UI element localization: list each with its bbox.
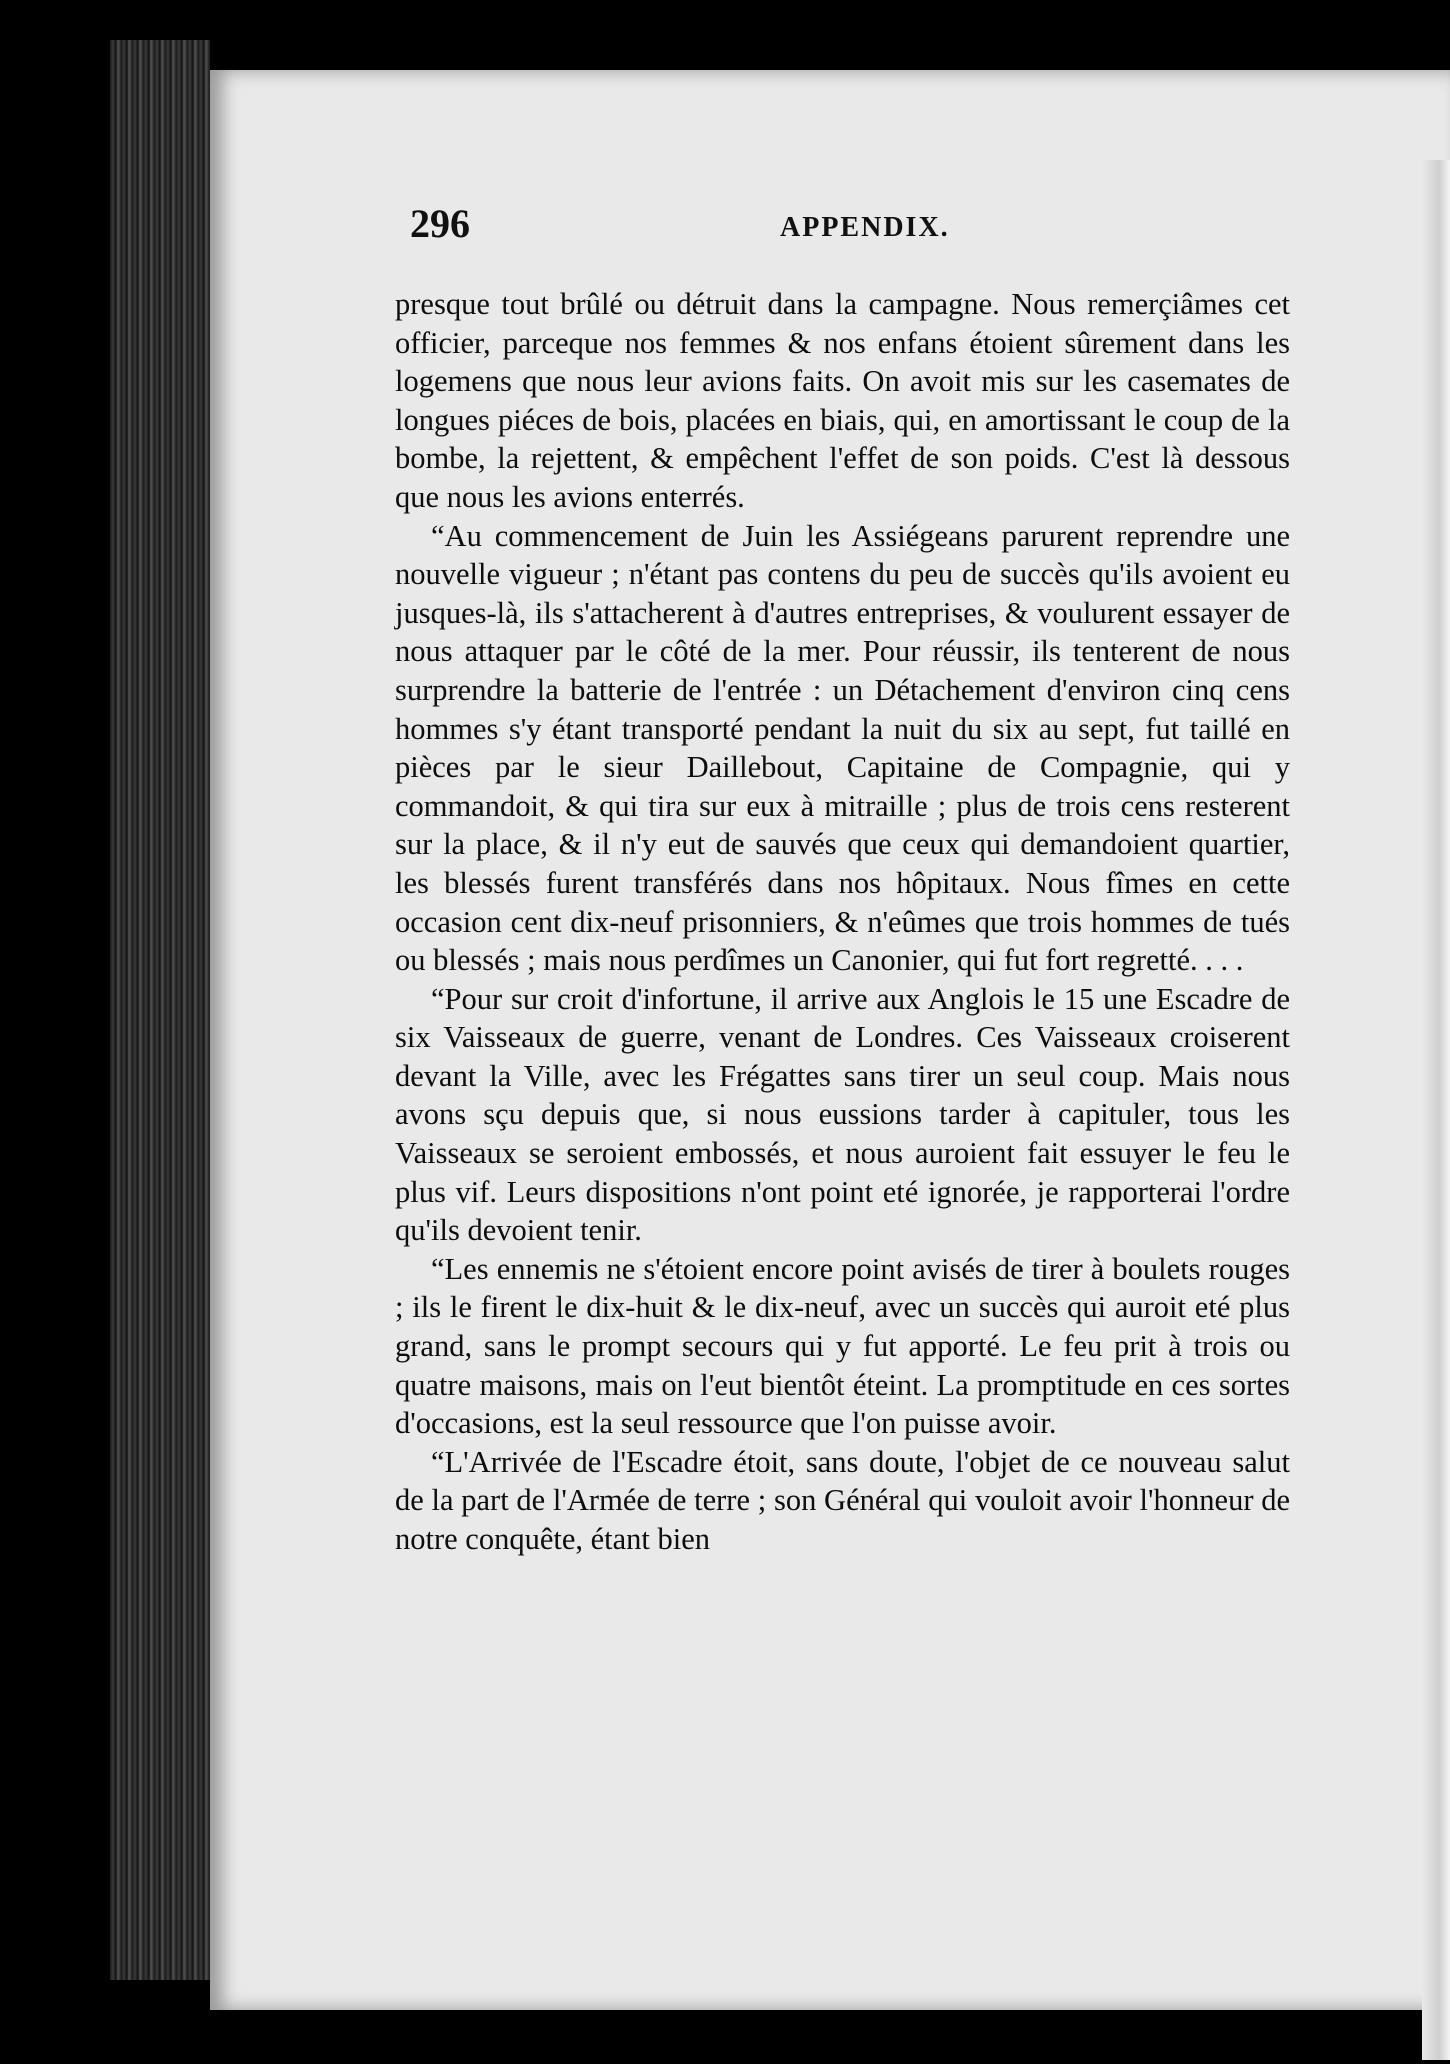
paragraph-5: “L'Arrivée de l'Escadre étoit, sans doute, l'objet de ce nouveau salut de la part de l'Armée de terre ; son Général qui vouloit avoir l'honneur de notre conquête, étant bien bbox=[395, 1444, 1290, 1556]
running-head: APPENDIX. bbox=[780, 212, 950, 243]
paragraph-4: “Les ennemis ne s'étoient encore point avisés de tirer à boulets rouges ; ils le firent le dix-huit & le dix-neuf, avec un succès qui auroit eté plus grand, sans le prompt secours qui y fut apporté. Le feu prit à trois ou quatre maisons, mais on l'eut bientôt éteint. La promptitude en ces sortes d'occasions, est la seul ressource que l'on puisse avoir. bbox=[395, 1251, 1290, 1441]
paragraph-3: “Pour sur croit d'infortune, il arrive aux Anglois le 15 une Escadre de six Vaisseaux de guerre, venant de Londres. Ces Vaisseaux croiserent devant la Ville, avec les Frégattes sans tirer un seul coup. Mais nous avons sçu depuis que, si nous eussions tarder à capituler, tous les Vaisseaux se seroient embossés, et nous auroient fait essuyer le feu le plus vif. Leurs dispositions n'ont point eté ignorée, je rapporterai l'ordre qu'ils devoient tenir. bbox=[395, 981, 1290, 1248]
paragraph-2: “Au commencement de Juin les Assiégeans parurent reprendre une nouvelle vigueur ; n'étant pas contens du peu de succès qu'ils avoient eu jusques-là, ils s'attacherent à d'autres entreprises, & voulurent essayer de nous attaquer par le côté de la mer. Pour réussir, ils tenterent de nous surprendre la batterie de l'entrée : un Détachement d'environ cinq cens hommes s'y étant transporté pendant la nuit du six au sept, fut taillé en pièces par le sieur Daillebout, Capitaine de Compagnie, qui y commandoit, & qui tira sur eux à mitraille ; plus de trois cens resterent sur la place, & il n'y eut de sauvés que ceux qui demandoient quartier, les blessés furent transférés dans nos hôpitaux. Nous fîmes en cette occasion cent dix-neuf prisonniers, & n'eûmes que trois hommes de tués ou blessés ; mais nous perdîmes un Canonier, qui fut fort regretté. . . . bbox=[395, 518, 1290, 978]
body-text bbox=[395, 285, 1290, 1559]
paragraph-1: presque tout brûlé ou détruit dans la campagne. Nous remerçiâmes cet officier, parceque nos femmes & nos enfans étoient sûrement dans les logemens que nous leur avions faits. On avoit mis sur les casemates de longues piéces de bois, placées en biais, qui, en amortissant le coup de la bombe, la rejettent, & empêchent l'effet de son poids. C'est là dessous que nous les avions enterrés. bbox=[395, 287, 1290, 514]
book-spine bbox=[110, 40, 210, 1980]
page-header bbox=[410, 200, 1290, 260]
page-edge bbox=[1422, 160, 1450, 2060]
page-number: 296 bbox=[410, 201, 470, 246]
